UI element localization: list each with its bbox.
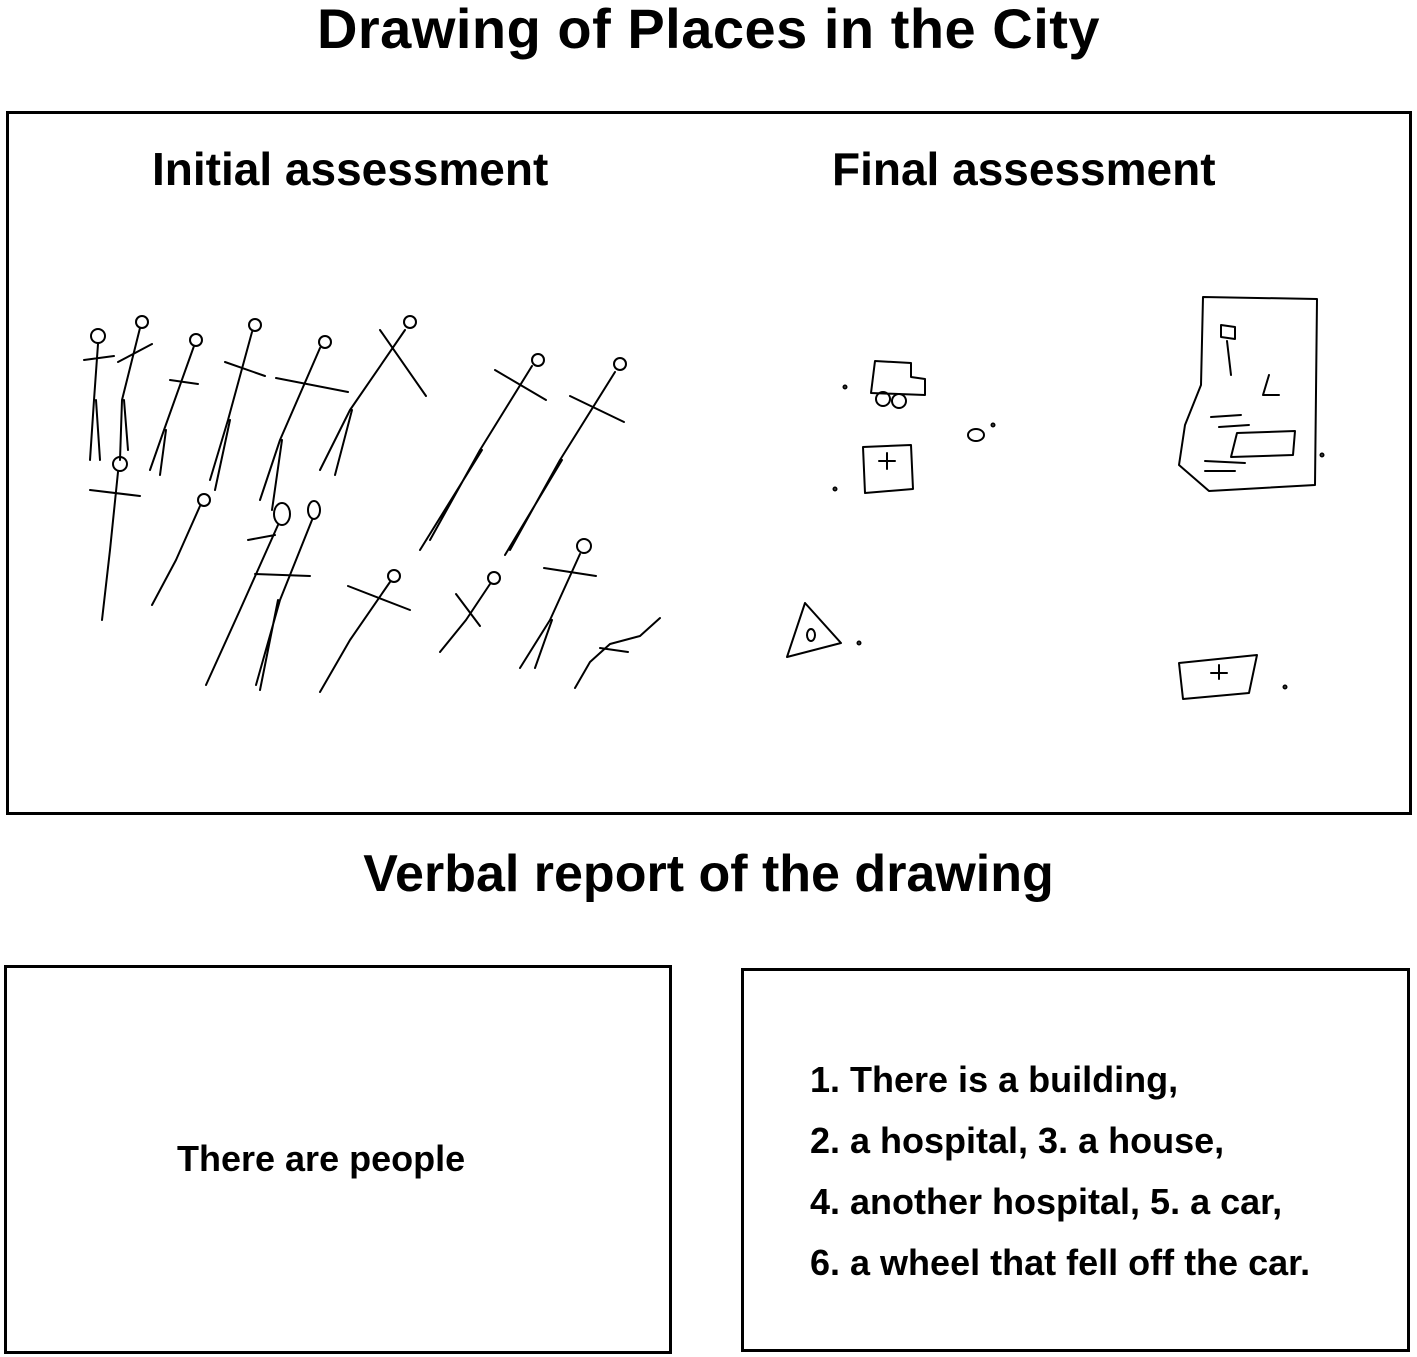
initial-drawing-people-sketch bbox=[80, 300, 680, 700]
stick-figure bbox=[520, 539, 596, 668]
building-sketch bbox=[1179, 297, 1317, 491]
stick-figure bbox=[575, 618, 660, 688]
hospital-sketch bbox=[863, 445, 913, 493]
stick-figure bbox=[210, 319, 265, 490]
house-sketch bbox=[787, 603, 841, 657]
wheel-sketch bbox=[968, 429, 984, 441]
stick-figure bbox=[260, 336, 348, 510]
stick-figure bbox=[440, 572, 500, 652]
stick-figure bbox=[90, 457, 140, 620]
stick-figure bbox=[84, 329, 114, 460]
stick-figure bbox=[152, 494, 210, 605]
stick-figure bbox=[256, 501, 320, 690]
final-verbal-report-list bbox=[810, 1049, 1310, 1293]
car-sketch bbox=[871, 361, 925, 408]
figure-title: Drawing of Places in the City bbox=[316, 0, 1101, 60]
initial-verbal-report-text: There are people bbox=[177, 1138, 466, 1179]
initial-verbal-report-box bbox=[4, 965, 672, 1354]
initial-assessment-heading: Initial assessment bbox=[152, 143, 549, 195]
final-assessment-heading: Final assessment bbox=[832, 143, 1216, 195]
stick-figure bbox=[320, 570, 410, 692]
stick-figure bbox=[118, 316, 152, 460]
final-report-line: 1. There is a building, bbox=[810, 1059, 1179, 1100]
stick-figure bbox=[320, 316, 426, 475]
verbal-report-heading: Verbal report of the drawing bbox=[363, 845, 1054, 903]
final-report-line: 4. another hospital, 5. a car, bbox=[810, 1181, 1283, 1222]
stick-figure bbox=[150, 334, 202, 475]
number-marks bbox=[834, 386, 1324, 689]
stick-figure bbox=[206, 503, 310, 685]
second-hospital-sketch bbox=[1179, 655, 1257, 699]
final-report-line: 2. a hospital, 3. a house, bbox=[810, 1120, 1225, 1161]
final-report-line: 6. a wheel that fell off the car. bbox=[810, 1242, 1311, 1283]
final-drawing-places-sketch bbox=[775, 285, 1345, 715]
final-verbal-report-box bbox=[741, 968, 1410, 1352]
